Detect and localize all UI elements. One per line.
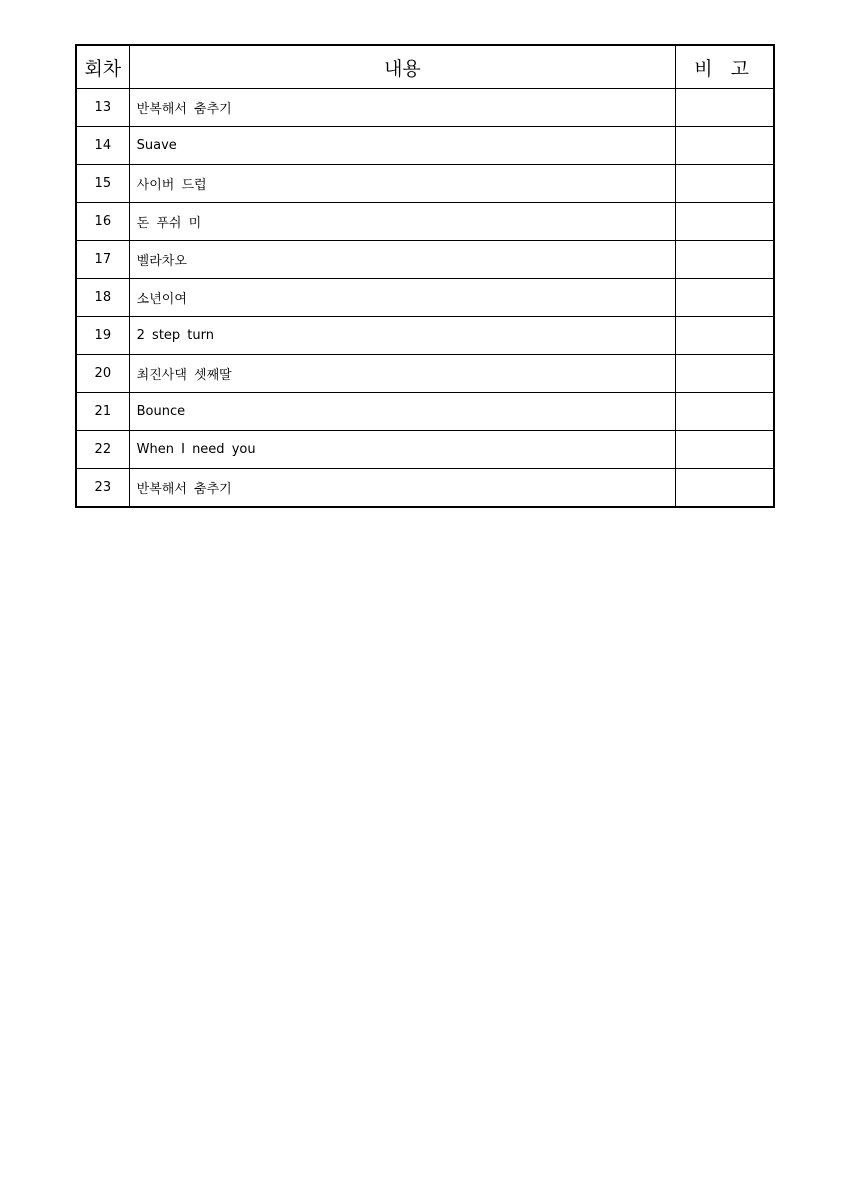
note-cell — [676, 469, 774, 508]
header-content: 내용 — [129, 45, 676, 89]
note-cell — [676, 317, 774, 355]
session-no-cell: 14 — [76, 127, 129, 165]
note-cell — [676, 241, 774, 279]
table-row — [76, 469, 774, 508]
content-cell: 돈 푸쉬 미 — [129, 203, 676, 241]
table-row — [76, 393, 774, 431]
header-session-no: 회차 — [76, 45, 129, 89]
table-row — [76, 317, 774, 355]
content-cell: 최진사댁 셋째딸 — [129, 355, 676, 393]
table-row — [76, 355, 774, 393]
note-cell — [676, 393, 774, 431]
session-no-cell: 19 — [76, 317, 129, 355]
session-no-cell: 22 — [76, 431, 129, 469]
content-cell: 소년이여 — [129, 279, 676, 317]
session-no-cell: 18 — [76, 279, 129, 317]
content-cell: 사이버 드럽 — [129, 165, 676, 203]
table-row — [76, 127, 774, 165]
content-cell: 벨라차오 — [129, 241, 676, 279]
note-cell — [676, 279, 774, 317]
session-no-cell: 15 — [76, 165, 129, 203]
content-cell: When I need you — [129, 431, 676, 469]
content-cell: Bounce — [129, 393, 676, 431]
content-cell: 2 step turn — [129, 317, 676, 355]
session-no-cell: 23 — [76, 469, 129, 508]
table-row — [76, 241, 774, 279]
note-cell — [676, 355, 774, 393]
table-row — [76, 279, 774, 317]
table-row — [76, 203, 774, 241]
content-cell: 반복해서 춤추기 — [129, 89, 676, 127]
content-cell: 반복해서 춤추기 — [129, 469, 676, 508]
table-row — [76, 431, 774, 469]
table-row — [76, 89, 774, 127]
session-no-cell: 20 — [76, 355, 129, 393]
session-no-cell: 17 — [76, 241, 129, 279]
schedule-table — [75, 44, 775, 508]
note-cell — [676, 203, 774, 241]
note-cell — [676, 165, 774, 203]
table-header-row — [76, 45, 774, 89]
content-cell: Suave — [129, 127, 676, 165]
session-no-cell: 16 — [76, 203, 129, 241]
note-cell — [676, 431, 774, 469]
header-note: 비 고 — [676, 45, 774, 89]
session-no-cell: 13 — [76, 89, 129, 127]
session-no-cell: 21 — [76, 393, 129, 431]
table-row — [76, 165, 774, 203]
note-cell — [676, 127, 774, 165]
note-cell — [676, 89, 774, 127]
table-body — [76, 89, 774, 508]
